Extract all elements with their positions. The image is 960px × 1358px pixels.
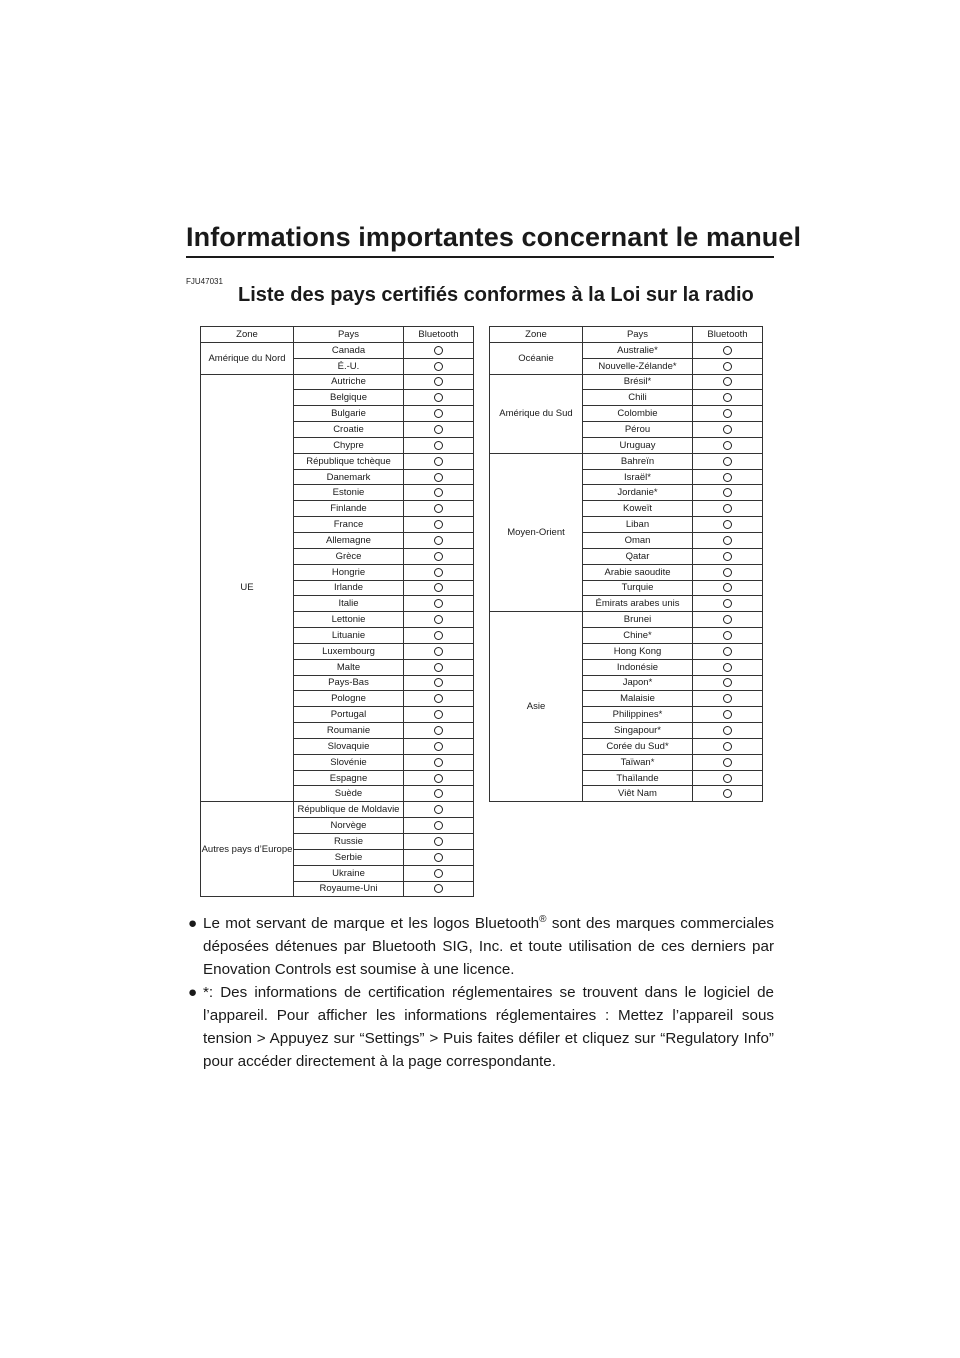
bluetooth-cell	[404, 342, 474, 358]
circle-icon	[434, 552, 443, 561]
country-cell: Hongrie	[294, 564, 404, 580]
country-cell: Chypre	[294, 437, 404, 453]
circle-icon	[434, 710, 443, 719]
table-row	[490, 453, 763, 469]
country-cell: Viêt Nam	[583, 786, 693, 802]
country-cell: Israël*	[583, 469, 693, 485]
bluetooth-cell	[693, 723, 763, 739]
circle-icon	[723, 663, 732, 672]
circle-icon	[434, 647, 443, 656]
bluetooth-cell	[404, 675, 474, 691]
country-cell: Slovaquie	[294, 738, 404, 754]
country-cell: Belgique	[294, 390, 404, 406]
bluetooth-cell	[404, 469, 474, 485]
circle-icon	[723, 393, 732, 402]
country-cell: Thaïlande	[583, 770, 693, 786]
circle-icon	[434, 441, 443, 450]
circle-icon	[723, 774, 732, 783]
circle-icon	[434, 742, 443, 751]
circle-icon	[434, 488, 443, 497]
bluetooth-cell	[404, 802, 474, 818]
bluetooth-cell	[404, 881, 474, 897]
bluetooth-cell	[404, 485, 474, 501]
country-cell: Royaume-Uni	[294, 881, 404, 897]
country-cell: Nouvelle-Zélande*	[583, 358, 693, 374]
country-cell: Corée du Sud*	[583, 738, 693, 754]
country-cell: Italie	[294, 596, 404, 612]
country-cell: Canada	[294, 342, 404, 358]
country-cell: Malaisie	[583, 691, 693, 707]
table-row	[201, 342, 474, 358]
circle-icon	[434, 774, 443, 783]
country-cell: Colombie	[583, 406, 693, 422]
country-cell: Chine*	[583, 628, 693, 644]
title-rule	[186, 256, 774, 258]
circle-icon	[434, 346, 443, 355]
bluetooth-cell	[404, 643, 474, 659]
country-cell: Brésil*	[583, 374, 693, 390]
circle-icon	[434, 362, 443, 371]
country-cell: Bulgarie	[294, 406, 404, 422]
table-row	[490, 342, 763, 358]
circle-icon	[434, 631, 443, 640]
country-cell: Turquie	[583, 580, 693, 596]
circle-icon	[434, 663, 443, 672]
country-cell: Jordanie*	[583, 485, 693, 501]
country-cell: Liban	[583, 517, 693, 533]
bluetooth-cell	[693, 564, 763, 580]
bluetooth-cell	[404, 723, 474, 739]
circle-icon	[723, 425, 732, 434]
section-title: Liste des pays certifiés conformes à la Loi sur la radio	[238, 284, 754, 306]
table-row	[490, 612, 763, 628]
header-zone: Zone	[201, 327, 294, 343]
header-pays: Pays	[294, 327, 404, 343]
bluetooth-cell	[404, 548, 474, 564]
registered-mark: ®	[539, 913, 547, 925]
circle-icon	[434, 869, 443, 878]
circle-icon	[434, 805, 443, 814]
country-cell: Brunei	[583, 612, 693, 628]
country-cell: Suède	[294, 786, 404, 802]
bluetooth-cell	[404, 453, 474, 469]
country-cell: Slovénie	[294, 754, 404, 770]
circle-icon	[723, 615, 732, 624]
bluetooth-cell	[693, 517, 763, 533]
country-cell: Japon*	[583, 675, 693, 691]
bluetooth-cell	[693, 596, 763, 612]
bluetooth-cell	[693, 738, 763, 754]
country-cell: Grèce	[294, 548, 404, 564]
country-cell: France	[294, 517, 404, 533]
bluetooth-cell	[693, 770, 763, 786]
circle-icon	[723, 678, 732, 687]
bluetooth-cell	[693, 754, 763, 770]
circle-icon	[723, 488, 732, 497]
country-cell: Oman	[583, 532, 693, 548]
circle-icon	[434, 473, 443, 482]
country-cell: Australie*	[583, 342, 693, 358]
bluetooth-cell	[404, 596, 474, 612]
bluetooth-cell	[693, 691, 763, 707]
country-cell: Pologne	[294, 691, 404, 707]
bluetooth-cell	[693, 374, 763, 390]
country-cell: Arabie saoudite	[583, 564, 693, 580]
bluetooth-cell	[404, 659, 474, 675]
circle-icon	[434, 520, 443, 529]
section-code: FJU47031	[186, 277, 223, 286]
header-bluetooth: Bluetooth	[693, 327, 763, 343]
circle-icon	[723, 583, 732, 592]
circle-icon	[434, 377, 443, 386]
bluetooth-cell	[404, 818, 474, 834]
circle-icon	[723, 409, 732, 418]
country-cell: Finlande	[294, 501, 404, 517]
bluetooth-cell	[404, 501, 474, 517]
country-cell: Autriche	[294, 374, 404, 390]
page-title: Informations importantes concernant le manuel	[186, 222, 802, 252]
circle-icon	[723, 599, 732, 608]
circle-icon	[723, 742, 732, 751]
circle-icon	[723, 726, 732, 735]
circle-icon	[434, 599, 443, 608]
bluetooth-cell	[693, 390, 763, 406]
bluetooth-cell	[693, 501, 763, 517]
bullet-icon: ●	[188, 915, 198, 932]
circle-icon	[434, 457, 443, 466]
circle-icon	[434, 821, 443, 830]
circle-icon	[434, 425, 443, 434]
circle-icon	[723, 520, 732, 529]
bluetooth-cell	[693, 437, 763, 453]
note-trademark	[186, 912, 774, 981]
country-cell: Russie	[294, 834, 404, 850]
country-cell: Allemagne	[294, 532, 404, 548]
bluetooth-cell	[693, 707, 763, 723]
bluetooth-cell	[404, 390, 474, 406]
bluetooth-cell	[693, 453, 763, 469]
bluetooth-cell	[404, 707, 474, 723]
bluetooth-cell	[693, 786, 763, 802]
certification-table-left	[200, 326, 474, 897]
country-cell: É.-U.	[294, 358, 404, 374]
circle-icon	[723, 631, 732, 640]
country-cell: Taïwan*	[583, 754, 693, 770]
circle-icon	[434, 694, 443, 703]
zone-cell: Océanie	[490, 342, 583, 374]
zone-cell: Autres pays d’Europe	[201, 802, 294, 897]
country-cell: Portugal	[294, 707, 404, 723]
country-cell: Malte	[294, 659, 404, 675]
bluetooth-cell	[404, 437, 474, 453]
notes-list	[186, 912, 774, 1073]
circle-icon	[723, 789, 732, 798]
circle-icon	[723, 647, 732, 656]
circle-icon	[723, 504, 732, 513]
country-cell: Lettonie	[294, 612, 404, 628]
note-trademark-text-cont: sont des marques commerciales déposées détenues par Bluetooth SIG, Inc. et toute utilisation de ces derniers par Enovation Controls est soumise à une licence.	[203, 915, 774, 978]
zone-cell: Amérique du Nord	[201, 342, 294, 374]
circle-icon	[434, 409, 443, 418]
country-cell: République de Moldavie	[294, 802, 404, 818]
country-cell: Pérou	[583, 422, 693, 438]
bluetooth-cell	[404, 517, 474, 533]
bluetooth-cell	[693, 422, 763, 438]
bluetooth-cell	[404, 628, 474, 644]
country-cell: Luxembourg	[294, 643, 404, 659]
country-cell: Norvège	[294, 818, 404, 834]
bluetooth-cell	[693, 358, 763, 374]
country-cell: Bahreïn	[583, 453, 693, 469]
circle-icon	[723, 758, 732, 767]
bluetooth-cell	[404, 374, 474, 390]
zone-cell: UE	[201, 374, 294, 802]
bluetooth-cell	[404, 422, 474, 438]
bluetooth-cell	[693, 643, 763, 659]
bluetooth-cell	[404, 865, 474, 881]
country-cell: Croatie	[294, 422, 404, 438]
country-cell: Serbie	[294, 849, 404, 865]
country-cell: Espagne	[294, 770, 404, 786]
bluetooth-cell	[404, 849, 474, 865]
header-pays: Pays	[583, 327, 693, 343]
table-header-row	[490, 327, 763, 343]
certification-table-right	[489, 326, 763, 802]
circle-icon	[723, 536, 732, 545]
bluetooth-cell	[404, 406, 474, 422]
table-row	[201, 374, 474, 390]
bluetooth-cell	[404, 612, 474, 628]
country-cell: Estonie	[294, 485, 404, 501]
bluetooth-cell	[693, 612, 763, 628]
bluetooth-cell	[693, 406, 763, 422]
zone-cell: Amérique du Sud	[490, 374, 583, 453]
country-cell: Uruguay	[583, 437, 693, 453]
country-cell: Ukraine	[294, 865, 404, 881]
bluetooth-cell	[404, 738, 474, 754]
note-trademark-text: Le mot servant de marque et les logos Bluetooth	[203, 915, 540, 932]
bluetooth-cell	[693, 628, 763, 644]
country-cell: Qatar	[583, 548, 693, 564]
circle-icon	[723, 473, 732, 482]
circle-icon	[723, 377, 732, 386]
country-cell: Singapour*	[583, 723, 693, 739]
bullet-icon: ●	[188, 984, 198, 1001]
circle-icon	[434, 789, 443, 798]
country-cell: Indonésie	[583, 659, 693, 675]
circle-icon	[723, 457, 732, 466]
bluetooth-cell	[404, 834, 474, 850]
circle-icon	[434, 615, 443, 624]
bluetooth-cell	[693, 548, 763, 564]
table-row	[490, 374, 763, 390]
bluetooth-cell	[693, 469, 763, 485]
circle-icon	[723, 362, 732, 371]
circle-icon	[434, 536, 443, 545]
country-cell: Pays-Bas	[294, 675, 404, 691]
country-cell: Hong Kong	[583, 643, 693, 659]
header-bluetooth: Bluetooth	[404, 327, 474, 343]
bluetooth-cell	[404, 786, 474, 802]
circle-icon	[434, 568, 443, 577]
circle-icon	[434, 837, 443, 846]
country-cell: République tchèque	[294, 453, 404, 469]
zone-cell: Asie	[490, 612, 583, 802]
bluetooth-cell	[404, 564, 474, 580]
circle-icon	[434, 393, 443, 402]
bluetooth-cell	[693, 532, 763, 548]
bluetooth-cell	[404, 770, 474, 786]
country-cell: Philippines*	[583, 707, 693, 723]
bluetooth-cell	[693, 675, 763, 691]
bluetooth-cell	[693, 659, 763, 675]
circle-icon	[723, 694, 732, 703]
bluetooth-cell	[404, 532, 474, 548]
circle-icon	[434, 678, 443, 687]
country-cell: Koweït	[583, 501, 693, 517]
bluetooth-cell	[693, 580, 763, 596]
note-certification-text: *: Des informations de certification réglementaires se trouvent dans le logiciel de l’appareil. Pour afficher les informations réglementaires : Mettez l’appareil sous tension > Appuyez sur “Settings” > Puis faites défiler et cliquez sur “Regulatory Info” pour accéder directement à la page correspondante.	[203, 984, 774, 1070]
country-cell: Danemark	[294, 469, 404, 485]
country-cell: Irlande	[294, 580, 404, 596]
circle-icon	[434, 504, 443, 513]
circle-icon	[723, 710, 732, 719]
circle-icon	[434, 583, 443, 592]
circle-icon	[723, 552, 732, 561]
country-cell: Émirats arabes unis	[583, 596, 693, 612]
bluetooth-cell	[404, 691, 474, 707]
country-cell: Lituanie	[294, 628, 404, 644]
bluetooth-cell	[693, 485, 763, 501]
bluetooth-cell	[404, 754, 474, 770]
table-row	[201, 802, 474, 818]
bluetooth-cell	[693, 342, 763, 358]
table-header-row	[201, 327, 474, 343]
circle-icon	[723, 568, 732, 577]
circle-icon	[723, 346, 732, 355]
circle-icon	[434, 758, 443, 767]
circle-icon	[434, 726, 443, 735]
country-cell: Roumanie	[294, 723, 404, 739]
bluetooth-cell	[404, 580, 474, 596]
bluetooth-cell	[404, 358, 474, 374]
circle-icon	[723, 441, 732, 450]
header-zone: Zone	[490, 327, 583, 343]
country-cell: Chili	[583, 390, 693, 406]
circle-icon	[434, 884, 443, 893]
circle-icon	[434, 853, 443, 862]
note-certification	[186, 981, 774, 1073]
zone-cell: Moyen-Orient	[490, 453, 583, 611]
table-body-right	[490, 342, 763, 801]
table-body-left	[201, 342, 474, 897]
